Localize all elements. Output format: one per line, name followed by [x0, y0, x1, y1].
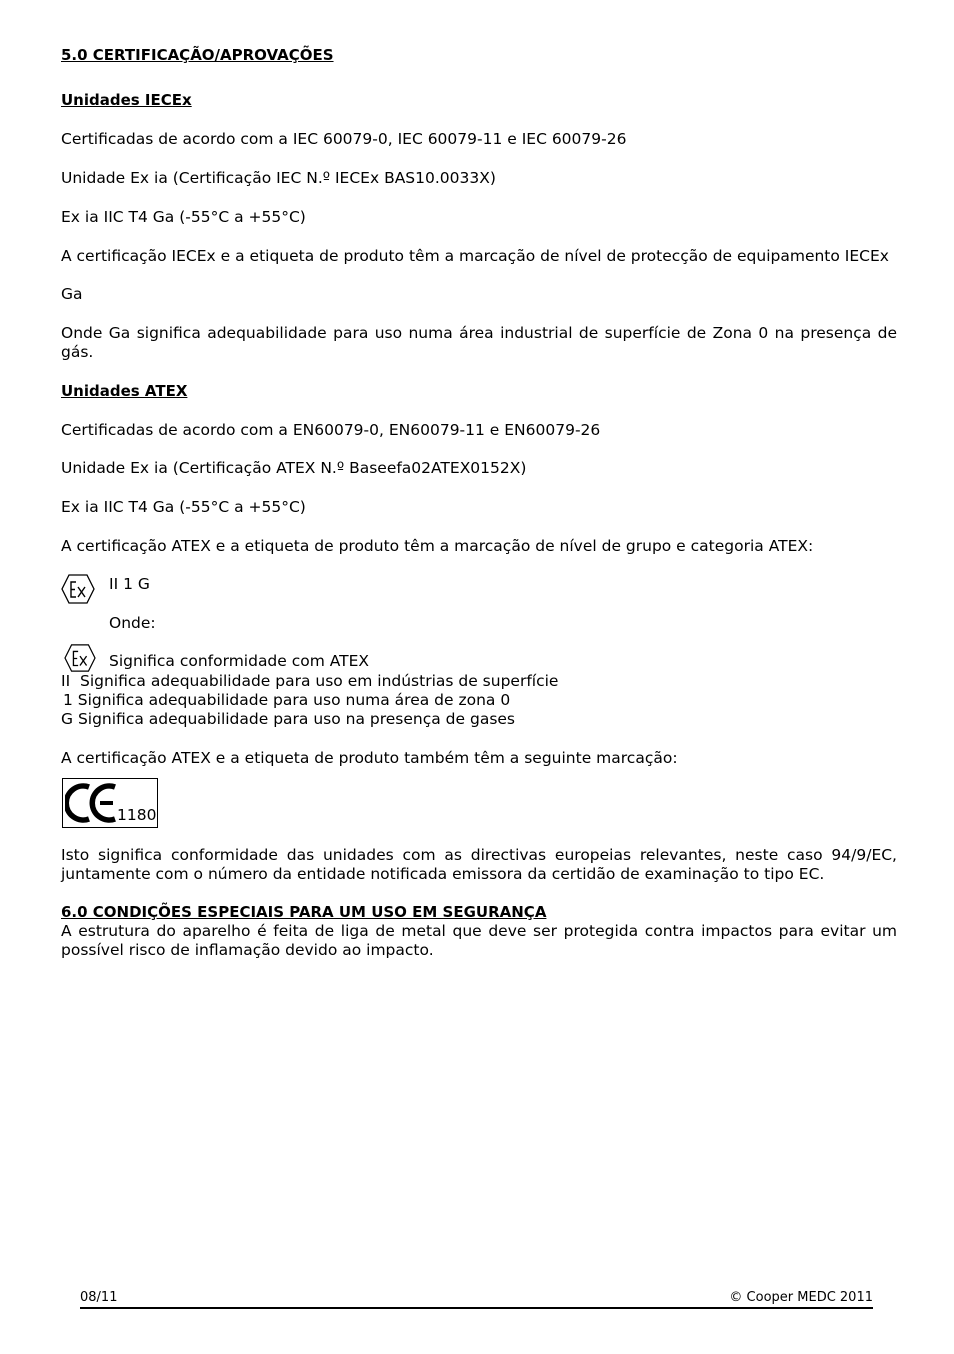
def-ii: II Significa adequabilidade para uso em indústrias de superfície	[61, 672, 559, 690]
atex-conformity-text: Isto significa conformidade das unidades com as directivas europeias relevantes, neste caso 94/9/EC, juntamente com o número da entidade notificada emissora da certidão de examinação to tipo EC.	[61, 846, 897, 883]
footer-copyright: © Cooper MEDC 2011	[729, 1290, 873, 1305]
section-6-title: 6.0 CONDIÇÕES ESPECIAIS PARA UM USO EM SEGURANÇA	[61, 903, 547, 921]
iecex-marking-text: A certificação IECEx e a etiqueta de produto têm a marcação de nível de protecção de equipamento IECEx	[61, 247, 889, 265]
atex-marking-text: A certificação ATEX e a etiqueta de produto têm a marcação de nível de grupo e categoria ATEX:	[61, 537, 814, 555]
atex-standards: Certificadas de acordo com a EN60079-0, EN60079-11 e EN60079-26	[61, 421, 601, 439]
ce-mark-icon	[65, 781, 119, 825]
atex-certificate: Unidade Ex ia (Certificação ATEX N.º Baseefa02ATEX0152X)	[61, 459, 527, 477]
atex-marking: II 1 G	[109, 575, 150, 593]
ce-mark-box	[62, 778, 158, 828]
def-g: G Significa adequabilidade para uso na presença de gases	[61, 710, 516, 728]
ce-notified-body-number: 1180	[117, 806, 157, 824]
ex-hexagon-icon	[61, 643, 99, 673]
iecex-epl: Ga	[61, 285, 83, 303]
def-ex: Significa conformidade com ATEX	[109, 652, 370, 670]
atex-where-label: Onde:	[109, 614, 156, 632]
iecex-standards: Certificadas de acordo com a IEC 60079-0, IEC 60079-11 e IEC 60079-26	[61, 130, 627, 148]
iecex-heading: Unidades IECEx	[61, 91, 192, 109]
section-5-title: 5.0 CERTIFICAÇÃO/APROVAÇÕES	[61, 46, 334, 64]
atex-protection-code: Ex ia IIC T4 Ga (-55°C a +55°C)	[61, 498, 306, 516]
section-6-text: A estrutura do aparelho é feita de liga de metal que deve ser protegida contra impactos para evitar um possível risco de inflamação devido ao impacto.	[61, 922, 897, 959]
atex-also-marking: A certificação ATEX e a etiqueta de produto também têm a seguinte marcação:	[61, 749, 678, 767]
atex-heading: Unidades ATEX	[61, 382, 188, 400]
iecex-protection-code: Ex ia IIC T4 Ga (-55°C a +55°C)	[61, 208, 306, 226]
iecex-epl-meaning: Onde Ga significa adequabilidade para uso numa área industrial de superfície de Zona 0 na presença de gás.	[61, 324, 897, 361]
footer-date: 08/11	[80, 1290, 118, 1305]
def-1: 1 Significa adequabilidade para uso numa área de zona 0	[63, 691, 511, 709]
ex-hexagon-icon	[60, 573, 96, 605]
iecex-certificate: Unidade Ex ia (Certificação IEC N.º IECEx BAS10.0033X)	[61, 169, 496, 187]
footer-rule	[80, 1307, 873, 1309]
